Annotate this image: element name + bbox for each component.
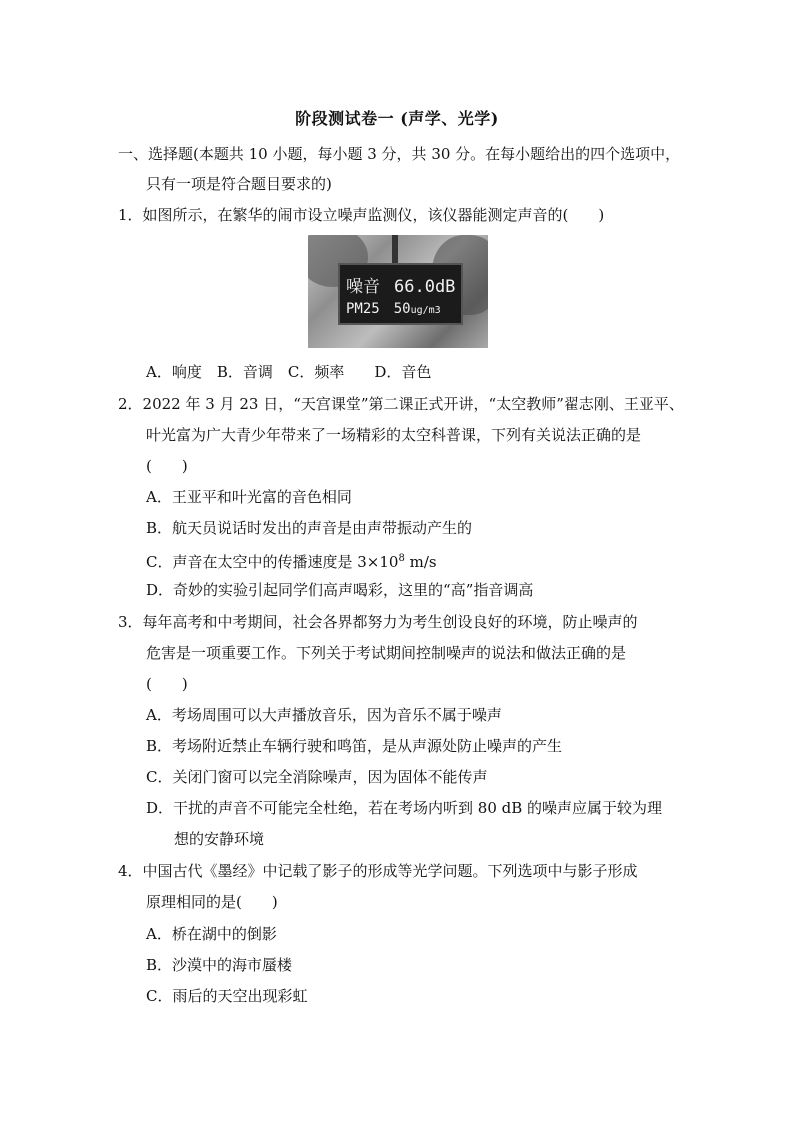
question-2-option-b: B．航天员说话时发出的声音是由声带振动产生的 [146, 519, 473, 537]
monitor-pm-value: 50 [393, 301, 411, 317]
question-4-stem-line-1: 4．中国古代《墨经》中记载了影子的形成等光学问题。下列选项中与影子形成 [118, 862, 638, 880]
question-4-option-c: C．雨后的天空出现彩虹 [146, 987, 308, 1005]
noise-monitor-photo [308, 235, 488, 348]
question-2-stem-line-3: ( ) [146, 457, 188, 475]
question-4-stem-line-2: 原理相同的是( ) [146, 893, 278, 911]
question-3-stem-line-1: 3．每年高考和中考期间，社会各界都努力为考生创设良好的环境，防止噪声的 [118, 613, 638, 631]
monitor-noise-value: 66.0dB [394, 277, 456, 297]
question-3-option-d: D．干扰的声音不可能完全杜绝，若在考场内听到 80 dB 的噪声应属于较为理 [146, 799, 663, 817]
monitor-row-noise [346, 272, 455, 297]
monitor-row-pm [346, 301, 441, 317]
monitor-noise-label: 噪音 [346, 277, 380, 297]
question-2-stem-line-2: 叶光富为广大青少年带来了一场精彩的太空科普课，下列有关说法正确的是 [146, 426, 642, 444]
monitor-board [338, 263, 463, 325]
pole [392, 235, 398, 265]
question-1-stem: 1．如图所示，在繁华的闹市设立噪声监测仪，该仪器能测定声音的( ) [118, 206, 605, 224]
question-3-stem-line-3: ( ) [146, 675, 188, 693]
question-2-option-d: D．奇妙的实验引起同学们高声喝彩，这里的“高”指音调高 [146, 581, 534, 599]
question-2-option-a: A．王亚平和叶光富的音色相同 [146, 488, 352, 506]
option-c-suffix: m/s [404, 553, 437, 571]
question-3-option-b: B．考场附近禁止车辆行驶和鸣笛，是从声源处防止噪声的产生 [146, 737, 563, 755]
question-3-option-c: C．关闭门窗可以完全消除噪声，因为固体不能传声 [146, 768, 488, 786]
page-title: 阶段测试卷一 (声学、光学) [295, 109, 499, 128]
option-c-exponent: 8 [398, 553, 405, 564]
option-c-prefix: C．声音在太空中的传播速度是 3×10 [146, 553, 399, 571]
question-2-stem-line-1: 2．2022 年 3 月 23 日，“天宫课堂”第二课正式开讲，“太空教师”翟志刚、王亚平、 [118, 395, 684, 413]
question-3-stem-line-2: 危害是一项重要工作。下列关于考试期间控制噪声的说法和做法正确的是 [146, 644, 627, 662]
question-3-option-a: A．考场周围可以大声播放音乐，因为音乐不属于噪声 [146, 706, 502, 724]
question-3-option-d-cont: 想的安静环境 [174, 830, 265, 848]
section-heading-line-1: 一、选择题(本题共 10 小题，每小题 3 分，共 30 分。在每小题给出的四个选项中， [118, 145, 681, 163]
question-4-option-a: A．桥在湖中的倒影 [146, 925, 277, 943]
question-1-options: A．响度 B．音调 C．频率 D．音色 [146, 363, 432, 381]
question-4-option-b: B．沙漠中的海市蜃楼 [146, 956, 293, 974]
monitor-pm-unit: ug/m3 [410, 305, 441, 316]
question-2-option-c [146, 548, 437, 573]
section-heading-line-2: 只有一项是符合题目要求的) [146, 175, 332, 193]
monitor-pm-label: PM25 [346, 301, 380, 317]
